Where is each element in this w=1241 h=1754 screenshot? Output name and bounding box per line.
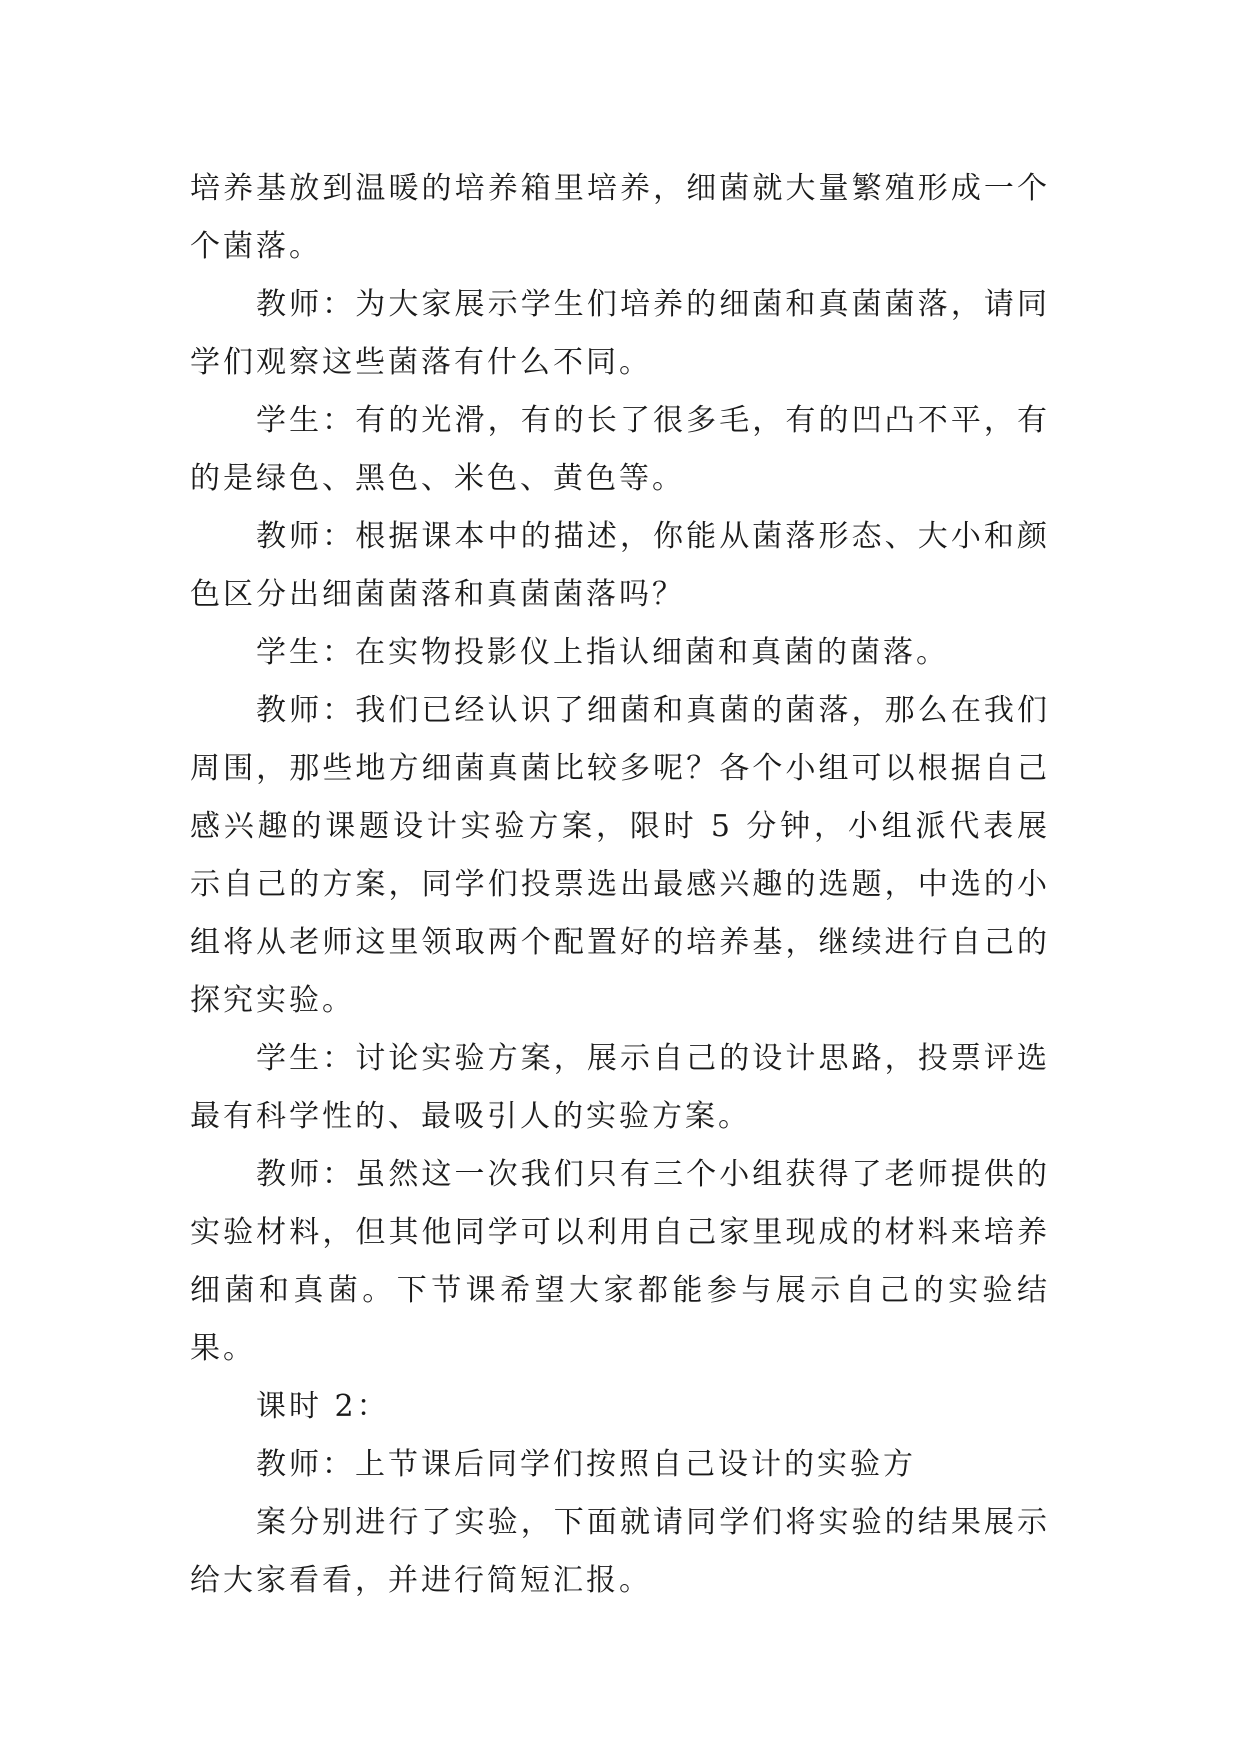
document-page bbox=[190, 160, 1050, 1610]
paragraph: 培养基放到温暖的培养箱里培养，细菌就大量繁殖形成一个个菌落。 bbox=[190, 171, 1050, 264]
section-heading: 课时 2： bbox=[256, 1389, 390, 1424]
paragraph: 教师：上节课后同学们按照自己设计的实验方 bbox=[256, 1447, 916, 1482]
paragraph: 案分别进行了实验，下面就请同学们将实验的结果展示给大家看看，并进行简短汇报。 bbox=[190, 1505, 1050, 1598]
paragraph: 学生：有的光滑，有的长了很多毛，有的凹凸不平，有的是绿色、黑色、米色、黄色等。 bbox=[190, 403, 1050, 496]
paragraph: 教师：虽然这一次我们只有三个小组获得了老师提供的实验材料，但其他同学可以利用自己家里现成的材料来培养细菌和真菌。下节课希望大家都能参与展示自己的实验结果。 bbox=[190, 1157, 1050, 1366]
paragraph: 教师：我们已经认识了细菌和真菌的菌落，那么在我们周围，那些地方细菌真菌比较多呢？各个小组可以根据自己感兴趣的课题设计实验方案，限时 5 分钟，小组派代表展示自己的方案，同学们投票选出最感兴趣的选题，中选的小组将从老师这里领取两个配置好的培养基，继续进行自己的探究实验。 bbox=[190, 693, 1050, 1018]
paragraph: 学生：讨论实验方案，展示自己的设计思路，投票评选最有科学性的、最吸引人的实验方案。 bbox=[190, 1041, 1050, 1134]
paragraph: 教师：为大家展示学生们培养的细菌和真菌菌落，请同学们观察这些菌落有什么不同。 bbox=[190, 287, 1050, 380]
paragraph: 教师：根据课本中的描述，你能从菌落形态、大小和颜色区分出细菌菌落和真菌菌落吗？ bbox=[190, 519, 1050, 612]
paragraph: 学生：在实物投影仪上指认细菌和真菌的菌落。 bbox=[256, 635, 949, 670]
